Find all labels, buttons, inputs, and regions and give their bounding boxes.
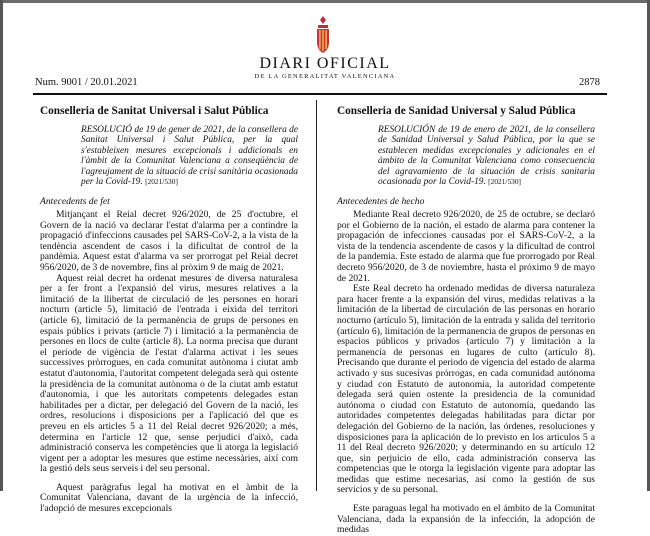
paragraph: Este Real decreto ha ordenado medidas de diversa naturaleza para hacer frente a la expansión del virus, medidas relativas a la limitación de la libertad de circulación de las personas en horario nocturno (artículo 5), limitación de la entrada y salida del territorio (artículo 6), limitación de la permanencia de grupos de personas en espacios públicos y privados (artículo 7) y limitación a la permanencia de personas en lugares de culto (artículo 8). Precisando que durante el periodo de vigencia del estado de alarma activado y sus sucesivas prórrogas, en cada comunidad autónoma y ciudad con Estatuto de autonomía, la autoridad competente delegada será quien ostente la presidencia de la comunidad autónoma o ciudad con Estatuto de autonomía, quedando las autoridades competentes delegadas habilitadas para dictar por delegación del Gobierno de la nación, las órdenes, resoluciones y disposiciones para la aplicación de lo previsto en los artículos 5 a 11 del Real decreto 926/2020; y determinando en su artículo 12 que, sin perjuicio de ello, cada administración conserva las competencias que le otorga la legislación vigente para adoptar las medidas que estime necesarias, así como la gestión de sus servicios y de su personal. bbox=[337, 283, 595, 496]
paragraph: Este paraguas legal ha motivado en el ámbito de la Comunitat Valenciana, dada la expansión de la infección, la adopción de medidas bbox=[337, 503, 595, 536]
page-number: 2878 bbox=[579, 77, 600, 88]
generalitat-coat-of-arms-icon bbox=[313, 14, 333, 56]
resolution-ref: [2021/530] bbox=[145, 177, 178, 187]
paragraph: Mitjançant el Reial decret 926/2020, de 25 d'octubre, el Govern de la nació va declarar l'estat d'alarma per a contindre la propagació d'infeccions causades pel SARS-CoV-2, a la vista de la tendència ascendent de casos i la dificultat de control de la pandèmia. Aquest estat d'alarma va ser prorrogat pel Reial decret 956/2020, de 3 de novembre, fins al pròxim 9 de maig de 2021. bbox=[40, 209, 298, 273]
header-rule bbox=[33, 93, 607, 95]
left-column-valencian bbox=[40, 105, 298, 515]
issue-number: Num. 9001 / 20.01.2021 bbox=[35, 77, 138, 88]
resolution-text: RESOLUCIÓ de 19 de gener de 2021, de la consellera de Sanitat Universal i Salut Pública, per la qual s'estableixen mesures excepcionals i addicionals en l'àmbit de la Comunitat Valenciana a conseqüència de l'agreujament de la situació de crisi sanitària ocasionada per la Covid-19. bbox=[81, 125, 298, 188]
resolution-text: RESOLUCIÓN de 19 de enero de 2021, de la consellera de Sanidad Universal y Salud Pública, por la que se establecen medidas excepcionales y adicionales en el ámbito de la Comunitat Valenciana como consecuencia del agravamiento de la situación de crisis sanitaria ocasionada por la Covid-19. bbox=[378, 125, 595, 188]
resolution-summary bbox=[378, 125, 595, 187]
paragraph: Aquest paràgrafus legal ha motivat en el àmbit de la Comunitat Valenciana, davant de la urgència de la infecció, l'adopció de mesures excepcionals bbox=[40, 481, 298, 515]
resolution-summary bbox=[81, 125, 298, 187]
window-top-border bbox=[0, 0, 650, 3]
journal-subtitle: DE LA GENERALITAT VALENCIANA bbox=[254, 73, 396, 80]
antecedents-heading: Antecedents de fet bbox=[40, 196, 110, 208]
department-heading: Conselleria de Sanitat Universal i Salut Pública bbox=[40, 105, 269, 117]
department-heading: Conselleria de Sanidad Universal y Salud Pública bbox=[337, 105, 576, 117]
paragraph: Aquest reial decret ha ordenat mesures de diversa naturalesa per a fer front a l'expansió del virus, mesures relatives a la limitació de la llibertat de circulació de les persones en horari nocturn (article 5), limitació de l'entrada i eixida del territori (article 6), limitació de la permanència de grups de persones en espais públics i privats (article 7) i limitació a la permanència de persones en llocs de culte (article 8). La norma precisa que durant el període de vigència de l'estat d'alarma activat i les seues successives pròrrogues, en cada comunitat autònoma i ciutat amb estatut d'autonomia, l'autoritat competent delegada serà qui ostente la presidència de la comunitat autònoma o de la ciutat amb estatut d'autonomia, i que les autoritats competents delegades estan habilitades per a dictar, per delegació del Govern de la nació, les ordres, resolucions i disposicions per a l'aplicació del que es preveu en els articles 5 a 11 del Reial decret 926/2020; a més, determina en l'article 12 que, sense perjudici d'això, cada administració conserva les competències que li atorga la legislació vigent per a adoptar les mesures que estime necessàries, així com la gestió dels seus serveis i del seu personal. bbox=[40, 272, 298, 475]
resolution-ref: [2021/530] bbox=[488, 177, 521, 187]
antecedents-heading: Antecedentes de hecho bbox=[337, 196, 425, 208]
column-divider bbox=[316, 100, 317, 491]
journal-title: DIARI OFICIAL bbox=[259, 55, 391, 72]
right-column-spanish bbox=[337, 105, 595, 536]
paragraph: Mediante Real decreto 926/2020, de 25 de octubre, se declaró por el Gobierno de la nación, el estado de alarma para contener la propagación de infecciones causadas por el SARS-CoV-2, a la vista de la tendencia ascendente de casos y la dificultad de control de la pandemia. Este estado de alarma que fue prorrogado por Real decreto 956/2020, de 3 de noviembre, hasta el próximo 9 de mayo de 2021. bbox=[337, 209, 595, 284]
